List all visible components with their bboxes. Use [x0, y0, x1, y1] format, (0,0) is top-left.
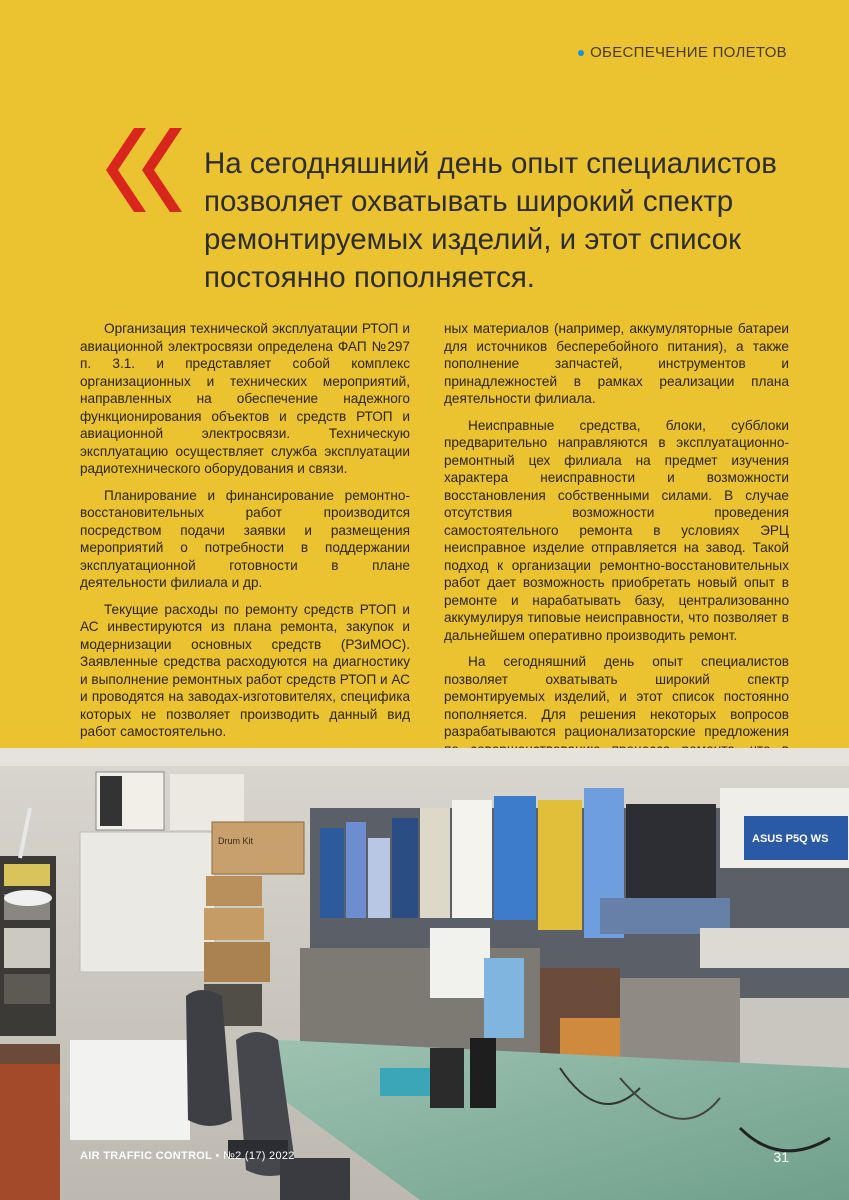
section-header	[578, 44, 787, 61]
bullet-dot-icon	[578, 50, 584, 56]
paragraph: Текущие расходы по ремонту средств РТОП и АС инвестируются из плана ремонта, закупок и модернизации основных средств (РЗиМОС). Заявленные средства расходуются на диагностику и выполнение ремонтных работ средств РТОП и АС и проводятся на заводах-изготовителях, специфика которых не позволяет производить данный вид работ самостоятельно.	[80, 601, 410, 739]
paragraph: Неисправные средства, блоки, субблоки предварительно направляются в эксплуатационно-ремонтный цех филиала на предмет изучения характера неисправности и возможности восстановления собственными силами. В случае отсутствия возможности проведения самостоятельного ремонта в условиях ЭРЦ неисправное изделие отправляется на завод. Такой подход к организации ремонтно-восстановительных работ дает возможность приобретать новый опыт в ремонте и нарабатывать базу, централизованно аккумулируя типовые неисправности, что позволяет в дальнейшем оперативно производить ремонт.	[444, 417, 789, 643]
page-number: 31	[773, 1149, 789, 1165]
text-column-left	[80, 320, 410, 811]
paragraph-text: На сегодняшний день опыт специалистов позволяет охватывать широкий спектр ремонтируемых изделий, и этот список постоянно пополняется. Для решения некоторых вопросов разрабатываются рационализаторские предложения	[444, 654, 789, 739]
footer-magazine: AIR TRAFFIC CONTROL • №2 (17) 2022	[80, 1150, 295, 1162]
workshop-photo	[0, 748, 849, 1200]
paragraph: Планирование и финансирование ремонтно-восстановительных работ производится посредством подачи заявки и размещения мероприятий о потребности в поддержании эксплуатационной готовности в плане деятельности филиала и др.	[80, 487, 410, 590]
double-chevron-quote-icon	[106, 128, 186, 212]
section-title: ОБЕСПЕЧЕНИЕ ПОЛЕТОВ	[590, 44, 787, 61]
box-label: Drum Kit	[218, 836, 254, 846]
text-column-right	[444, 320, 789, 802]
magazine-name: AIR TRAFFIC CONTROL	[80, 1150, 213, 1162]
pull-quote: На сегодняшний день опыт специалистов позволяет охватывать широкий спектр ремонтируемых изделий, и этот список постоянно пополняется.	[204, 147, 777, 294]
paragraph: ных материалов (например, аккумуляторные батареи для источников бесперебойного питания), а также пополнение запчастей, инструментов и принадлежностей в рамках реализации плана деятельности филиала.	[444, 321, 789, 406]
paragraph: Организация технической эксплуатации РТОП и авиационной электросвязи определена ФАП №297 п. 3.1. и представляет собой комплекс организационных и технических мероприятий, направленных на обеспечение надежного функционирования объектов и средств РТОП и авиационной электросвязи. Техническую эксплуатацию осуществляет служба эксплуатации радиотехнического оборудования и связи.	[80, 321, 410, 476]
issue-number: №2 (17) 2022	[223, 1150, 295, 1162]
box-label: ASUS P5Q WS	[752, 833, 829, 845]
